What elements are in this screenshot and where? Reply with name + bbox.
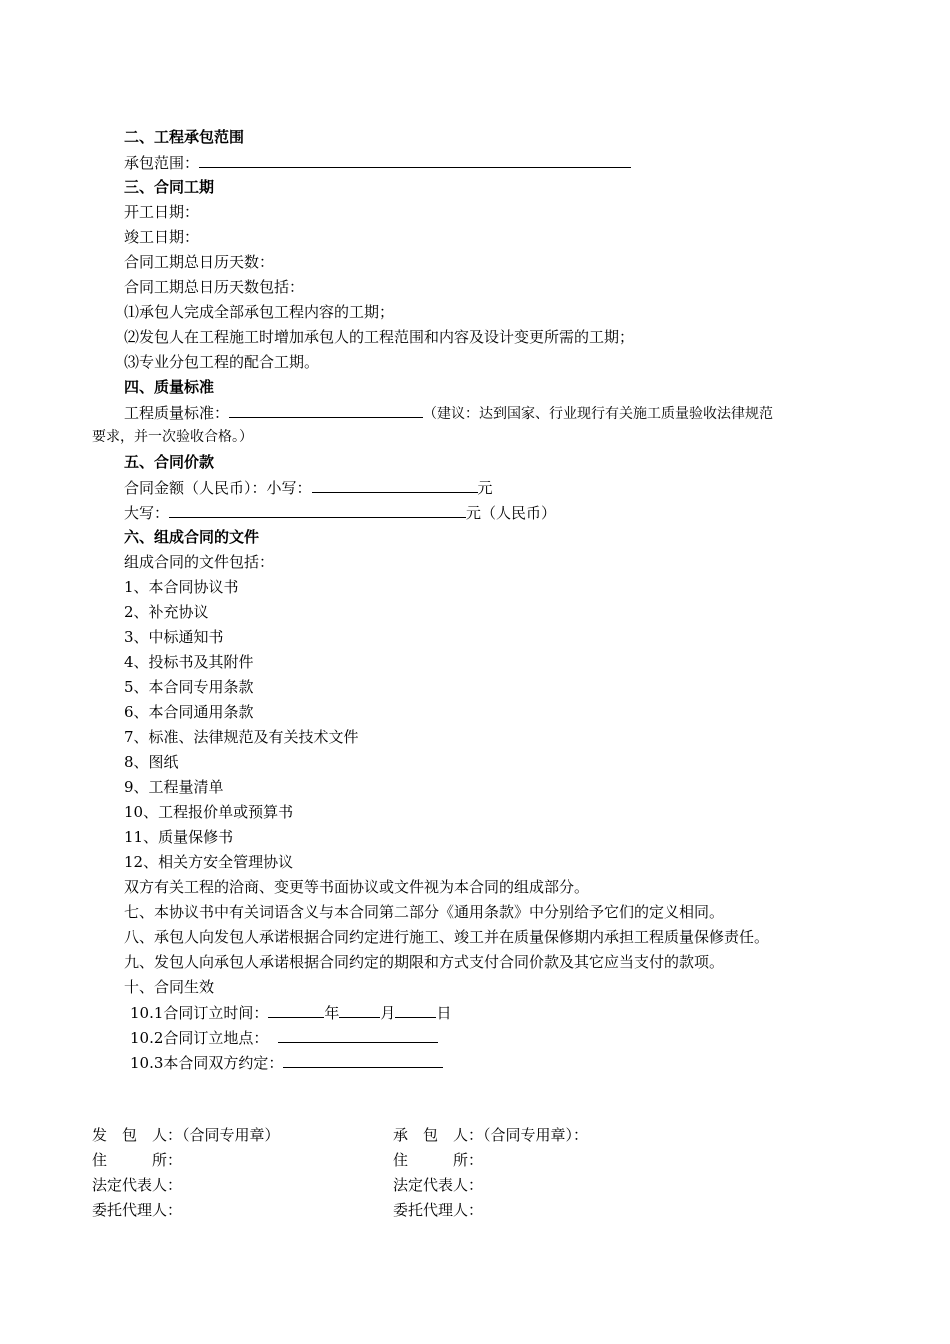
duration-item-3: ⑶专业分包工程的配合工期。 <box>124 353 320 371</box>
document-item: 8、图纸 <box>124 753 179 771</box>
start-date-label: 开工日期： <box>124 203 200 221</box>
year-label: 年 <box>324 1004 340 1022</box>
section-4-heading: 四、质量标准 <box>124 378 215 396</box>
month-blank[interactable] <box>339 1002 380 1018</box>
contractor-legal-rep: 法定代表人： <box>393 1176 484 1194</box>
document-item: 2、补充协议 <box>124 603 209 621</box>
agreed-blank[interactable] <box>283 1052 443 1068</box>
signing-place-label: 10.2合同订立地点： <box>130 1029 269 1047</box>
duration-item-2: ⑵发包人在工程施工时增加承包人的工程范围和内容及设计变更所需的工期； <box>124 328 635 346</box>
document-item: 7、标准、法律规范及有关技术文件 <box>124 728 359 746</box>
agreed-label: 10.3本合同双方约定： <box>130 1054 284 1072</box>
document-item: 1、本合同协议书 <box>124 578 239 596</box>
signing-place-row <box>130 1027 438 1048</box>
signing-place-blank[interactable] <box>278 1027 438 1043</box>
section-8-text: 八、承包人向发包人承诺根据合同约定进行施工、竣工并在质量保修期内承担工程质量保修责任。 <box>124 928 770 946</box>
document-item: 5、本合同专用条款 <box>124 678 254 696</box>
quality-blank[interactable] <box>229 402 423 418</box>
document-item: 4、投标书及其附件 <box>124 653 254 671</box>
quality-hint-cont: 要求，并一次验收合格。） <box>92 429 253 445</box>
scope-row <box>124 152 631 173</box>
amount-caps-unit: 元（人民币） <box>466 504 557 522</box>
year-blank[interactable] <box>268 1002 324 1018</box>
document-item: 11、质量保修书 <box>124 828 234 846</box>
total-days-includes: 合同工期总日历天数包括： <box>124 278 305 296</box>
end-date-label: 竣工日期： <box>124 228 200 246</box>
section-5-heading: 五、合同价款 <box>124 453 215 471</box>
employer-party: 发 包 人：（合同专用章） <box>92 1126 280 1144</box>
month-label: 月 <box>380 1004 396 1022</box>
amount-blank[interactable] <box>312 477 478 493</box>
day-blank[interactable] <box>395 1002 436 1018</box>
documents-intro: 组成合同的文件包括： <box>124 553 275 571</box>
amount-label: 合同金额（人民币）：小写： <box>124 479 312 497</box>
section-3-heading: 三、合同工期 <box>124 178 215 196</box>
employer-agent: 委托代理人： <box>92 1201 183 1219</box>
day-label: 日 <box>436 1004 452 1022</box>
contractor-address: 住 所： <box>393 1151 484 1169</box>
contractor-party: 承 包 人：（合同专用章）： <box>393 1126 589 1144</box>
employer-address: 住 所： <box>92 1151 183 1169</box>
scope-label: 承包范围： <box>124 154 200 172</box>
agreed-row <box>130 1052 443 1073</box>
scope-blank[interactable] <box>199 152 631 168</box>
signing-time-row <box>130 1002 451 1023</box>
section-7-text: 七、本协议书中有关词语含义与本合同第二部分《通用条款》中分别给予它们的定义相同。 <box>124 903 725 921</box>
document-item: 10、工程报价单或预算书 <box>124 803 294 821</box>
quality-label: 工程质量标准： <box>124 404 230 422</box>
amount-caps-row <box>124 502 556 523</box>
amount-caps-label: 大写： <box>124 504 170 522</box>
amount-row <box>124 477 493 498</box>
total-days-label: 合同工期总日历天数： <box>124 253 275 271</box>
section-10-heading: 十、合同生效 <box>124 978 215 996</box>
duration-item-1: ⑴承包人完成全部承包工程内容的工期； <box>124 303 395 321</box>
document-item: 6、本合同通用条款 <box>124 703 254 721</box>
section-9-text: 九、发包人向承包人承诺根据合同约定的期限和方式支付合同价款及其它应当支付的款项。 <box>124 953 725 971</box>
section-2-heading: 二、工程承包范围 <box>124 128 245 146</box>
amount-unit: 元 <box>477 479 493 497</box>
documents-closing: 双方有关工程的洽商、变更等书面协议或文件视为本合同的组成部分。 <box>124 878 590 896</box>
contractor-agent: 委托代理人： <box>393 1201 484 1219</box>
document-item: 3、中标通知书 <box>124 628 224 646</box>
document-item: 12、相关方安全管理协议 <box>124 853 294 871</box>
quality-row <box>124 402 773 424</box>
document-item: 9、工程量清单 <box>124 778 224 796</box>
signing-time-label: 10.1合同订立时间： <box>130 1004 269 1022</box>
amount-caps-blank[interactable] <box>169 502 466 518</box>
section-6-heading: 六、组成合同的文件 <box>124 528 260 546</box>
quality-hint: （建议：达到国家、行业现行有关施工质量验收法律规范 <box>423 406 774 422</box>
employer-legal-rep: 法定代表人： <box>92 1176 183 1194</box>
